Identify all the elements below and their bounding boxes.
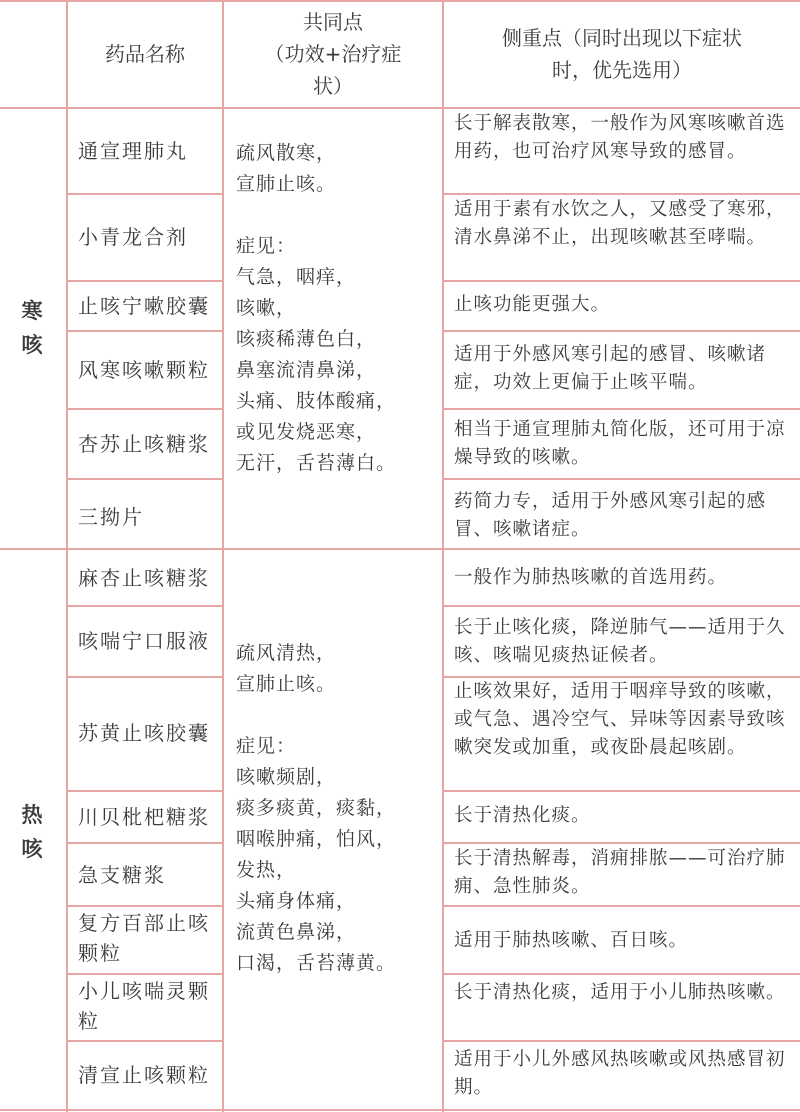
row-line bbox=[66, 905, 224, 907]
symptom-line: 咳嗽， bbox=[236, 297, 297, 319]
drug-name: 麻杏止咳糖浆 bbox=[78, 566, 210, 590]
drug-emphasis: 长于清热化痰，适用于小儿肺热咳嗽。 bbox=[454, 982, 786, 1003]
row-line bbox=[442, 905, 800, 907]
row-line bbox=[66, 330, 224, 332]
row-line bbox=[442, 605, 800, 607]
symptoms-title: 症见： bbox=[236, 735, 297, 757]
drug-name: 三拗片 bbox=[78, 505, 144, 529]
drug-emphasis: 长于解表散寒，一般作为风寒咳嗽首选用药，也可治疗风寒导致的感冒。 bbox=[454, 113, 786, 162]
drug-emphasis: 一般作为肺热咳嗽的首选用药。 bbox=[454, 567, 728, 588]
drug-emphasis: 长于清热解毒，消痈排脓——可治疗肺痈、急性肺炎。 bbox=[454, 848, 786, 897]
symptom-line: 口渴，舌苔薄黄。 bbox=[236, 952, 397, 974]
symptom-line: 咳痰稀薄色白， bbox=[236, 328, 377, 350]
grid-line bbox=[66, 0, 68, 1112]
efficacy-line: 宣肺止咳。 bbox=[236, 173, 337, 195]
drug-emphasis: 适用于小儿外感风热咳嗽或风热感冒初期。 bbox=[454, 1049, 786, 1098]
drug-name: 川贝枇杷糖浆 bbox=[78, 805, 210, 829]
symptom-line: 头痛身体痛， bbox=[236, 890, 357, 912]
drug-emphasis: 适用于肺热咳嗽、百日咳。 bbox=[454, 930, 689, 951]
row-line bbox=[66, 193, 224, 195]
row-line bbox=[66, 790, 224, 792]
drug-name: 咳喘宁口服液 bbox=[78, 629, 210, 653]
row-line bbox=[442, 408, 800, 410]
drug-emphasis: 适用于素有水饮之人，又感受了寒邪，清水鼻涕不止，出现咳嗽甚至哮喘。 bbox=[454, 199, 786, 248]
row-line bbox=[442, 193, 800, 195]
symptom-line: 气急，咽痒， bbox=[236, 266, 357, 288]
drug-emphasis: 适用于外感风寒引起的感冒、咳嗽诸症，功效上更偏于止咳平喘。 bbox=[454, 344, 767, 393]
symptom-line: 咽喉肿痛，怕风， bbox=[236, 828, 397, 850]
grid-line bbox=[0, 548, 800, 550]
common-hot-cough bbox=[236, 638, 436, 979]
efficacy-line: 疏风清热， bbox=[236, 642, 337, 664]
drug-name: 杏苏止咳糖浆 bbox=[78, 432, 210, 456]
drug-name: 苏黄止咳胶囊 bbox=[78, 721, 210, 745]
drug-name: 通宣理肺丸 bbox=[78, 139, 188, 163]
grid-line bbox=[0, 107, 800, 109]
drug-emphasis: 相当于通宣理肺丸简化版，还可用于凉燥导致的咳嗽。 bbox=[454, 419, 786, 468]
row-line bbox=[442, 842, 800, 844]
drug-name: 小儿咳喘灵颗粒 bbox=[78, 979, 210, 1033]
row-line bbox=[442, 1040, 800, 1042]
row-line bbox=[66, 478, 224, 480]
grid-line bbox=[442, 0, 444, 1112]
drug-name: 止咳宁嗽胶囊 bbox=[78, 294, 210, 318]
grid-line bbox=[222, 0, 224, 1112]
drug-name: 复方百部止咳颗粒 bbox=[78, 911, 210, 965]
row-line bbox=[66, 605, 224, 607]
symptom-line: 无汗，舌苔薄白。 bbox=[236, 452, 397, 474]
symptom-line: 流黄色鼻涕， bbox=[236, 921, 357, 943]
row-line bbox=[66, 280, 224, 282]
row-line bbox=[442, 280, 800, 282]
row-line bbox=[66, 676, 224, 678]
symptoms-title: 症见： bbox=[236, 235, 297, 257]
drug-name: 小青龙合剂 bbox=[78, 225, 188, 249]
symptom-line: 或见发烧恶寒， bbox=[236, 421, 377, 443]
symptom-line: 头痛、肢体酸痛， bbox=[236, 390, 397, 412]
symptom-line: 发热， bbox=[236, 859, 297, 881]
row-line bbox=[66, 842, 224, 844]
header-name-col: 药品名称 bbox=[105, 42, 185, 66]
row-line bbox=[442, 790, 800, 792]
row-line bbox=[66, 408, 224, 410]
category-hot-cough: 热 咳 bbox=[21, 803, 43, 861]
drug-name: 清宣止咳颗粒 bbox=[78, 1063, 210, 1087]
row-line bbox=[442, 973, 800, 975]
category-cold-cough: 寒 咳 bbox=[21, 299, 43, 357]
efficacy-line: 疏风散寒， bbox=[236, 142, 337, 164]
grid-line bbox=[0, 0, 800, 2]
header-common-col: 共同点 （功效+治疗症 状） bbox=[264, 10, 402, 98]
common-cold-cough bbox=[236, 138, 436, 479]
header-emphasis-col: 侧重点（同时出现以下症状 时，优先选用） bbox=[502, 26, 742, 82]
drug-name: 急支糖浆 bbox=[78, 863, 166, 887]
drug-name: 风寒咳嗽颗粒 bbox=[78, 358, 210, 382]
symptom-line: 痰多痰黄，痰黏， bbox=[236, 797, 397, 819]
efficacy-line: 宣肺止咳。 bbox=[236, 673, 337, 695]
grid-line bbox=[0, 1109, 800, 1111]
row-line bbox=[442, 478, 800, 480]
drug-emphasis: 长于清热化痰。 bbox=[454, 805, 591, 826]
row-line bbox=[442, 330, 800, 332]
drug-emphasis: 药简力专，适用于外感风寒引起的感冒、咳嗽诸症。 bbox=[454, 491, 767, 540]
symptom-line: 咳嗽频剧， bbox=[236, 766, 337, 788]
drug-emphasis: 长于止咳化痰，降逆肺气——适用于久咳、咳喘见痰热证候者。 bbox=[454, 617, 786, 666]
symptom-line: 鼻塞流清鼻涕， bbox=[236, 359, 377, 381]
drug-emphasis: 止咳效果好，适用于咽痒导致的咳嗽，或气急、遇冷空气、异味等因素导致咳嗽突发或加重，或夜卧晨起咳剧。 bbox=[454, 681, 786, 758]
drug-emphasis: 止咳功能更强大。 bbox=[454, 294, 611, 315]
row-line bbox=[66, 973, 224, 975]
row-line bbox=[66, 1040, 224, 1042]
